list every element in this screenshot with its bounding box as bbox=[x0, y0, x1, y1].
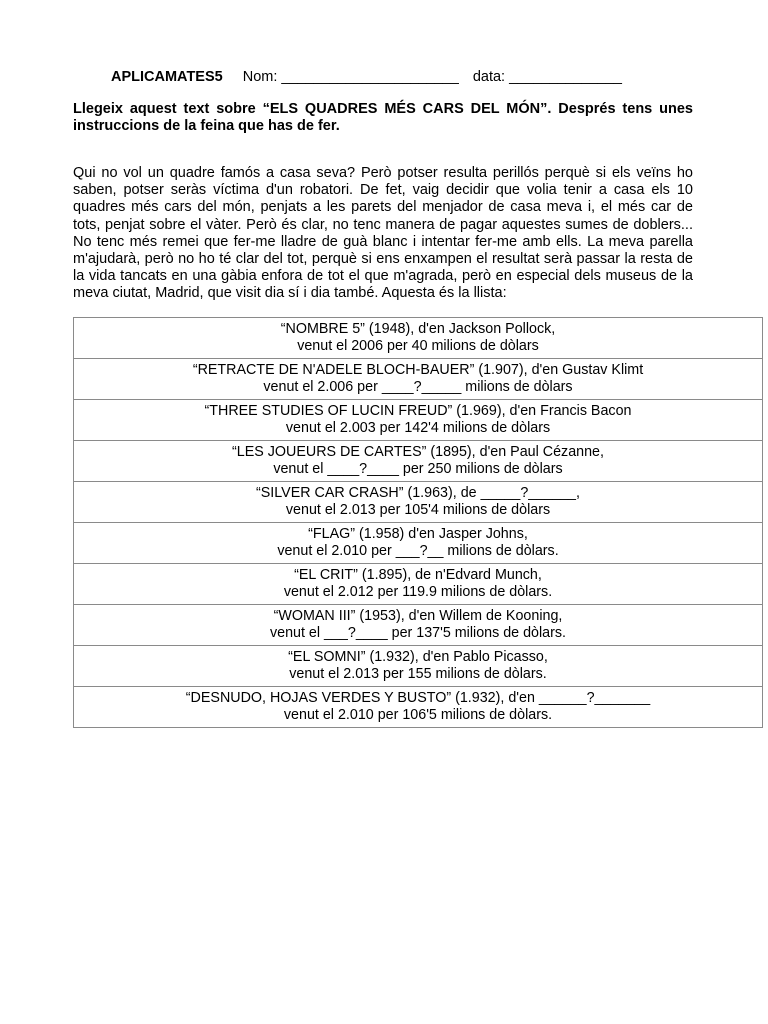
painting-row bbox=[74, 686, 763, 727]
painting-row bbox=[74, 522, 763, 563]
painting-row bbox=[74, 440, 763, 481]
worksheet-code: APLICAMATES5 bbox=[111, 69, 223, 85]
painting-cell bbox=[74, 686, 763, 727]
painting-sale-line: venut el 2006 per 40 milions de dòlars bbox=[297, 338, 539, 355]
painting-row bbox=[74, 317, 763, 358]
painting-cell bbox=[74, 604, 763, 645]
painting-row bbox=[74, 399, 763, 440]
painting-title-line: “FLAG” (1.958) d'en Jasper Johns, bbox=[308, 526, 528, 543]
painting-title-line: “RETRACTE DE N'ADELE BLOCH-BAUER” (1.907), d'en Gustav Klimt bbox=[192, 362, 644, 379]
painting-row bbox=[74, 645, 763, 686]
painting-cell bbox=[74, 645, 763, 686]
painting-title-line: “LES JOUEURS DE CARTES” (1895), d'en Paul Cézanne, bbox=[232, 444, 604, 461]
painting-cell bbox=[74, 358, 763, 399]
painting-cell bbox=[74, 317, 763, 358]
painting-row bbox=[74, 358, 763, 399]
painting-sale-line: venut el 2.013 per 105'4 milions de dòlars bbox=[285, 502, 551, 519]
painting-row bbox=[74, 604, 763, 645]
painting-sale-line: venut el 2.012 per 119.9 milions de dòlars. bbox=[283, 584, 553, 601]
painting-title-line: “NOMBRE 5” (1948), d'en Jackson Pollock, bbox=[280, 321, 556, 338]
painting-sale-line: venut el 2.013 per 155 milions de dòlars. bbox=[289, 666, 547, 683]
painting-title-line: “SILVER CAR CRASH” (1.963), de _____?______, bbox=[256, 485, 580, 502]
worksheet-page bbox=[73, 67, 693, 728]
painting-cell bbox=[74, 481, 763, 522]
painting-title-line: “THREE STUDIES OF LUCIN FREUD” (1.969), d'en Francis Bacon bbox=[204, 403, 632, 420]
painting-sale-line: venut el 2.010 per ___?__ milions de dòlars. bbox=[277, 543, 559, 560]
painting-row bbox=[74, 563, 763, 604]
painting-sale-line: venut el 2.010 per 106'5 milions de dòlars. bbox=[283, 707, 553, 724]
painting-title-line: “EL CRIT” (1.895), de n'Edvard Munch, bbox=[294, 567, 542, 584]
painting-row bbox=[74, 481, 763, 522]
painting-cell bbox=[74, 399, 763, 440]
name-field: Nom: ______________________ bbox=[242, 69, 459, 85]
painting-sale-line: venut el 2.003 per 142'4 milions de dòlars bbox=[285, 420, 551, 437]
painting-title-line: “DESNUDO, HOJAS VERDES Y BUSTO” (1.932), d'en ______?_______ bbox=[185, 690, 651, 707]
painting-sale-line: venut el ___?____ per 137'5 milions de dòlars. bbox=[269, 625, 567, 642]
painting-cell bbox=[74, 563, 763, 604]
painting-cell bbox=[74, 522, 763, 563]
instructions-intro: Llegeix aquest text sobre “ELS QUADRES MÉS CARS DEL MÓN”. Després tens unes instruccions de la feina que has de fer. bbox=[73, 101, 693, 134]
story-paragraph: Qui no vol un quadre famós a casa seva? Però potser resulta perillós perquè si els veïns ho saben, potser seràs víctima d'un robatori. De fet, vaig decidir que volia tenir a casa els 10 quadres més cars del món, penjats a les parets del menjador de casa meva i, el més car de tots, penjat sobre el vàter. Però és clar, no tenc manera de pagar aquestes sumes de doblers... No tenc més remei que fer-me lladre de guà blanc i intentar fer-me amb ells. La meva parella m'ajudarà, però no ho té clar del tot, perquè si ens enxampen el resultat serà passar la resta de la vida tancats en una gàbia enfora de tot el que m'agrada, però en especial dels museus de la meva ciutat, Madrid, que visit dia sí i dia també. Aquesta és la llista: bbox=[73, 165, 693, 302]
worksheet-header bbox=[73, 67, 693, 87]
painting-sale-line: venut el ____?____ per 250 milions de dòlars bbox=[273, 461, 563, 478]
paintings-table bbox=[73, 317, 763, 728]
painting-sale-line: venut el 2.006 per ____?_____ milions de dòlars bbox=[263, 379, 573, 396]
painting-title-line: “WOMAN III” (1953), d'en Willem de Kooning, bbox=[273, 608, 563, 625]
painting-title-line: “EL SOMNI” (1.932), d'en Pablo Picasso, bbox=[288, 649, 548, 666]
date-field: data: ______________ bbox=[472, 69, 622, 85]
painting-cell bbox=[74, 440, 763, 481]
